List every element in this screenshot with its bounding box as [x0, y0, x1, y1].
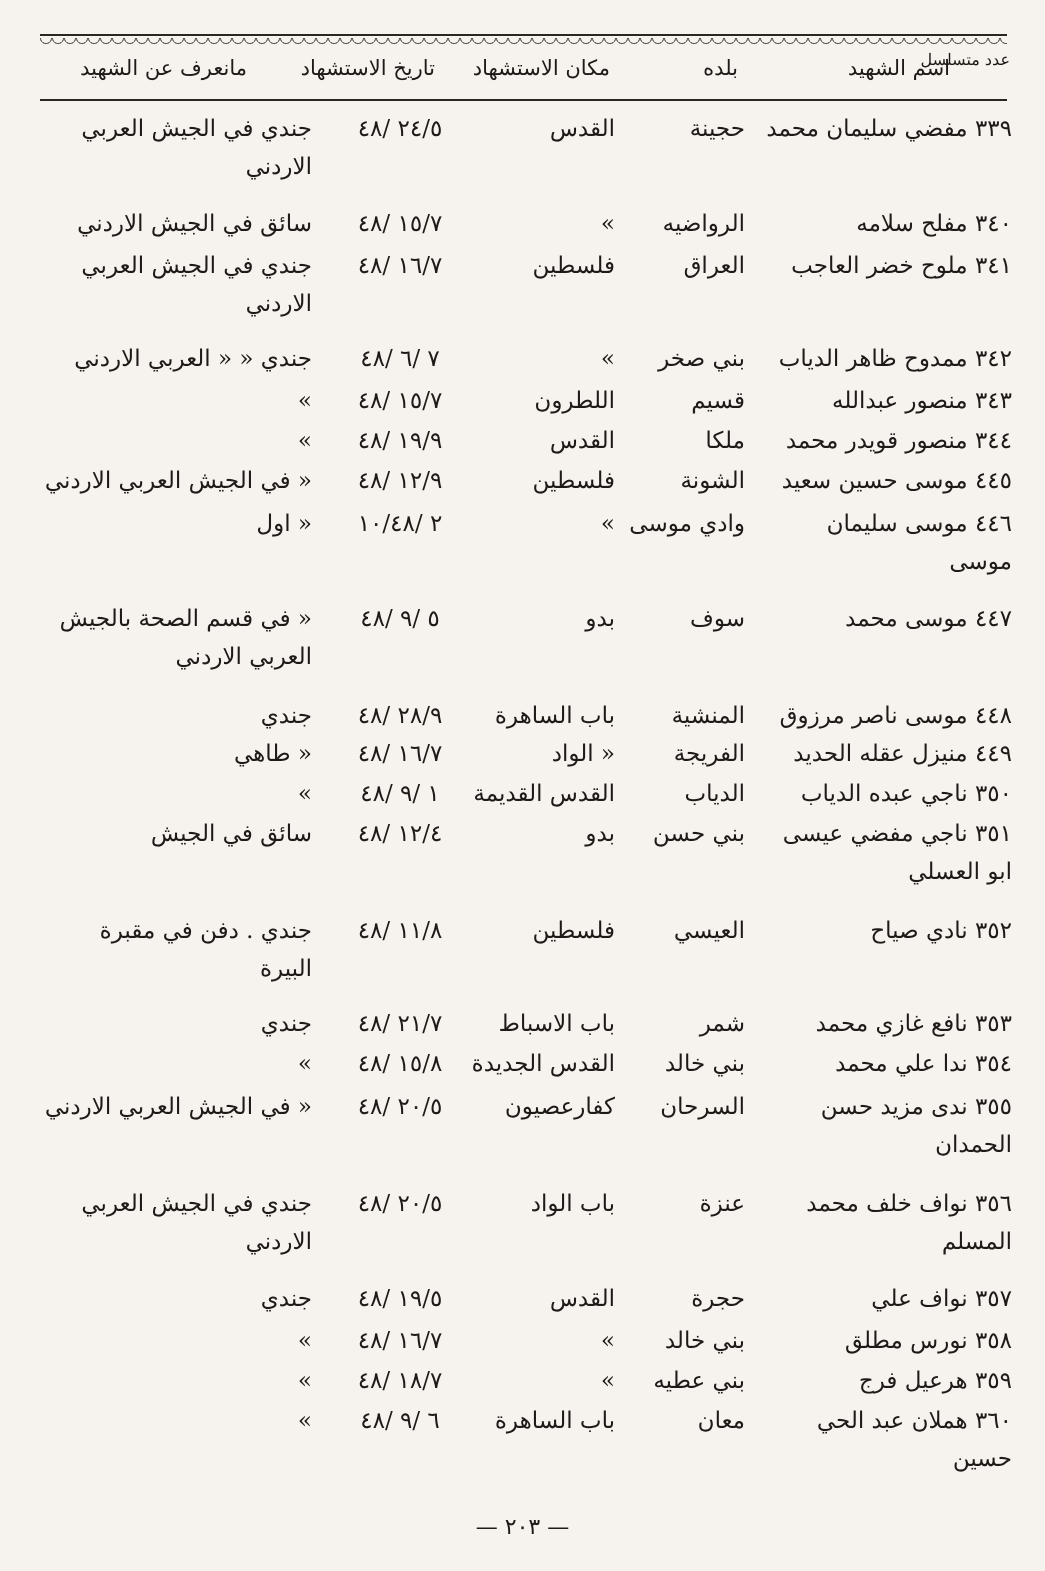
info-cell: « في الجيش العربي الاردني — [44, 468, 312, 494]
date-cell: ١٢/٩ /٤٨ — [357, 468, 443, 494]
name-cell: ٣٤٤ منصور قويدر محمد — [785, 428, 1012, 454]
town-cell: سوف — [690, 606, 745, 632]
info-cell: جندي . دفن في مقبرة البيرة — [99, 918, 312, 982]
info-cell: » — [297, 388, 312, 414]
town-cell: العراق — [683, 253, 745, 279]
info-cell: سائق في الجيش الاردني — [77, 211, 312, 237]
name-cell: ٣٥٨ نورس مطلق — [844, 1328, 1012, 1354]
name-cell: ٣٥٤ ندا علي محمد — [835, 1051, 1012, 1077]
place-cell: « الواد — [551, 741, 615, 767]
name-cell: ٣٤٠ مفلح سلامه — [856, 211, 1012, 237]
town-cell: بني حسن — [652, 821, 745, 847]
date-cell: ١٥/٨ /٤٨ — [357, 1051, 443, 1077]
info-cell: » — [297, 428, 312, 454]
info-cell: » — [297, 1368, 312, 1394]
place-cell: القدس — [549, 428, 615, 454]
town-cell: حجرة — [691, 1286, 745, 1312]
info-cell: « في الجيش العربي الاردني — [44, 1094, 312, 1120]
info-cell: » — [297, 781, 312, 807]
town-cell: معان — [697, 1408, 745, 1434]
info-cell: « اول — [256, 511, 312, 537]
name-cell: ٣٥٥ ندى مزيد حسن الحمدان — [820, 1094, 1012, 1158]
place-cell: » — [600, 346, 615, 372]
header-place: مكان الاستشهاد — [472, 56, 610, 80]
info-cell: جندي في الجيش العربي الاردني — [81, 253, 312, 317]
name-cell: ٣٥٦ نواف خلف محمد المسلم — [806, 1191, 1012, 1255]
place-cell: باب الساهرة — [494, 1408, 615, 1434]
info-cell: » — [297, 1408, 312, 1434]
name-cell: ٣٦٠ هملان عبد الحي حسين — [816, 1408, 1012, 1472]
date-cell: ١١/٨ /٤٨ — [357, 918, 443, 944]
place-cell: فلسطين — [532, 468, 615, 494]
name-cell: ٣٥٩ هرعيل فرج — [858, 1368, 1012, 1394]
town-cell: بني خالد — [664, 1051, 745, 1077]
town-cell: بني خالد — [664, 1328, 745, 1354]
date-cell: ٦ /٩ /٤٨ — [360, 1408, 440, 1434]
date-cell: ٢٠/٥ /٤٨ — [357, 1094, 443, 1120]
date-cell: ١٦/٧ /٤٨ — [357, 253, 443, 279]
town-cell: بني صخر — [658, 346, 745, 372]
name-cell: ٣٣٩ مفضي سليمان محمد — [766, 116, 1012, 142]
town-cell: وادي موسى — [629, 511, 745, 537]
name-cell: ٣٤١ ملوح خضر العاجب — [791, 253, 1012, 279]
date-cell: ١٩/٩ /٤٨ — [357, 428, 443, 454]
place-cell: القدس الجديدة — [471, 1051, 615, 1077]
town-cell: المنشية — [671, 703, 745, 729]
place-cell: فلسطين — [532, 918, 615, 944]
name-cell: ٣٥٢ نادي صياح — [870, 918, 1012, 944]
info-cell: » — [297, 1051, 312, 1077]
town-cell: بني عطيه — [653, 1368, 745, 1394]
date-cell: ٢ /١٠/٤٨ — [357, 511, 443, 537]
place-cell: فلسطين — [532, 253, 615, 279]
place-cell: بدو — [585, 606, 615, 632]
date-cell: ١٩/٥ /٤٨ — [357, 1286, 443, 1312]
town-cell: الرواضيه — [662, 211, 745, 237]
header-info: مانعرف عن الشهيد — [80, 56, 247, 80]
place-cell: كفارعصيون — [504, 1094, 615, 1120]
info-cell: » — [297, 1328, 312, 1354]
place-cell: » — [600, 1368, 615, 1394]
town-cell: الفريجة — [673, 741, 745, 767]
name-cell: ٣٥٣ نافع غازي محمد — [815, 1011, 1012, 1037]
date-cell: ١ /٩ /٤٨ — [360, 781, 440, 807]
date-cell: ٢٤/٥ /٤٨ — [357, 116, 443, 142]
town-cell: عنزة — [699, 1191, 745, 1217]
info-cell: جندي — [260, 1011, 312, 1037]
town-cell: الدياب — [684, 781, 745, 807]
info-cell: « في قسم الصحة بالجيش العربي الاردني — [59, 606, 312, 670]
info-cell: جندي — [260, 1286, 312, 1312]
place-cell: القدس القديمة — [473, 781, 615, 807]
header-date: تاريخ الاستشهاد — [300, 56, 435, 80]
town-cell: العيسي — [673, 918, 745, 944]
town-cell: السرحان — [660, 1094, 745, 1120]
info-cell: جندي في الجيش العربي الاردني — [81, 1191, 312, 1255]
town-cell: ملكا — [705, 428, 745, 454]
place-cell: باب الاسباط — [498, 1011, 615, 1037]
place-cell: القدس — [549, 116, 615, 142]
info-cell: جندي « « العربي الاردني — [74, 346, 312, 372]
date-cell: ٢١/٧ /٤٨ — [357, 1011, 443, 1037]
header-name: اسم الشهيد — [847, 56, 950, 80]
place-cell: باب الساهرة — [494, 703, 615, 729]
place-cell: اللطرون — [534, 388, 615, 414]
town-cell: حجينة — [689, 116, 745, 142]
date-cell: ٧ /٦ /٤٨ — [360, 346, 440, 372]
name-cell: ٣٥٧ نواف علي — [871, 1286, 1012, 1312]
header-serial: عدد متسلسل — [920, 50, 1010, 69]
place-cell: بدو — [585, 821, 615, 847]
name-cell: ٤٤٦ موسى سليمان موسى — [826, 511, 1012, 575]
name-cell: ٤٤٧ موسى محمد — [845, 606, 1012, 632]
date-cell: ١٦/٧ /٤٨ — [357, 1328, 443, 1354]
place-cell: » — [600, 1328, 615, 1354]
info-cell: جندي — [260, 703, 312, 729]
date-cell: ١٨/٧ /٤٨ — [357, 1368, 443, 1394]
date-cell: ١٢/٤ /٤٨ — [357, 821, 443, 847]
name-cell: ٣٤٢ ممدوح ظاهر الدياب — [778, 346, 1012, 372]
place-cell: » — [600, 211, 615, 237]
name-cell: ٤٤٨ موسى ناصر مرزوق — [779, 703, 1012, 729]
town-cell: شمر — [699, 1011, 745, 1037]
place-cell: القدس — [549, 1286, 615, 1312]
date-cell: ٢٠/٥ /٤٨ — [357, 1191, 443, 1217]
info-cell: جندي في الجيش العربي الاردني — [81, 116, 312, 180]
header-town: بلده — [703, 56, 738, 80]
town-cell: قسيم — [691, 388, 745, 414]
place-cell: » — [600, 511, 615, 537]
name-cell: ٤٤٥ موسى حسين سعيد — [781, 468, 1012, 494]
place-cell: باب الواد — [530, 1191, 615, 1217]
page-number: — ٢٠٣ — — [475, 1515, 570, 1540]
date-cell: ١٥/٧ /٤٨ — [357, 211, 443, 237]
date-cell: ١٦/٧ /٤٨ — [357, 741, 443, 767]
info-cell: « طاهي — [234, 741, 312, 767]
name-cell: ٣٥٠ ناجي عبده الدياب — [800, 781, 1012, 807]
date-cell: ١٥/٧ /٤٨ — [357, 388, 443, 414]
name-cell: ٤٤٩ منيزل عقله الحديد — [793, 741, 1012, 767]
info-cell: سائق في الجيش — [150, 821, 312, 847]
date-cell: ٢٨/٩ /٤٨ — [357, 703, 443, 729]
town-cell: الشونة — [680, 468, 745, 494]
name-cell: ٣٥١ ناجي مفضي عيسى ابو العسلي — [782, 821, 1012, 885]
name-cell: ٣٤٣ منصور عبدالله — [832, 388, 1012, 414]
date-cell: ٥ /٩ /٤٨ — [360, 606, 440, 632]
